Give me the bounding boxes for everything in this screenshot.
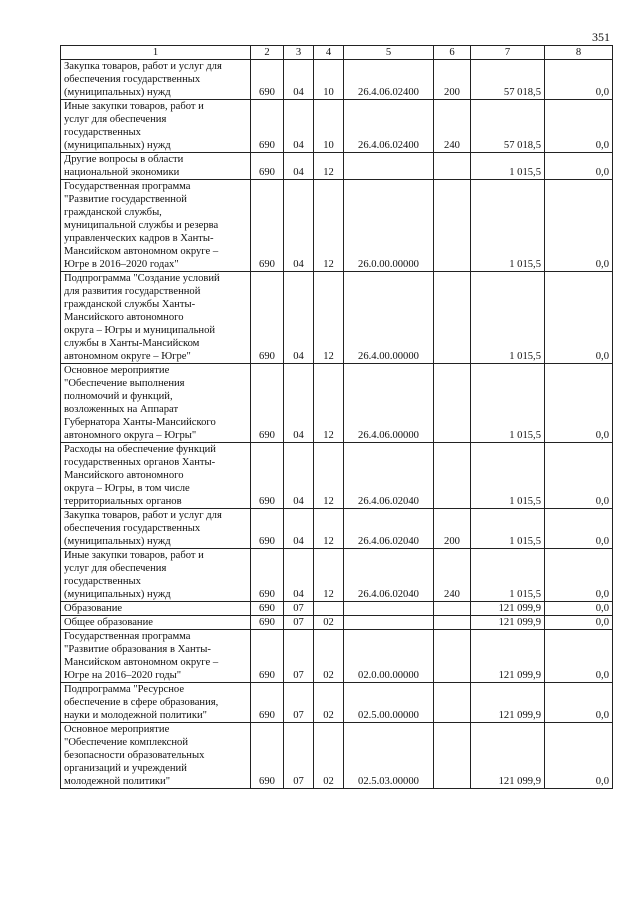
cell-col-3: 04 [284,60,314,100]
cell-col-6 [434,272,471,364]
row-name-cell [61,100,251,153]
table-row [61,723,613,789]
cell-col-8: 0,0 [545,602,613,616]
cell-col-3: 04 [284,180,314,272]
table-row [61,616,613,630]
cell-col-8: 0,0 [545,549,613,602]
cell-col-7: 1 015,5 [471,509,545,549]
cell-col-6: 240 [434,549,471,602]
cell-col-7: 121 099,9 [471,683,545,723]
cell-col-4: 12 [314,509,344,549]
header-col-6: 6 [434,46,471,60]
cell-col-5: 26.4.06.02040 [344,549,434,602]
cell-col-4: 12 [314,549,344,602]
row-name-cell [61,364,251,443]
table-row [61,100,613,153]
table-row [61,602,613,616]
cell-col-3: 04 [284,509,314,549]
cell-col-8: 0,0 [545,683,613,723]
cell-col-2: 690 [251,616,284,630]
row-name: Иные закупки товаров, работ и услуг для обеспечения государственных (муниципальных) нужд [64,550,204,600]
cell-col-5 [344,602,434,616]
header-col-8: 8 [545,46,613,60]
cell-col-3: 04 [284,100,314,153]
cell-col-3: 07 [284,723,314,789]
row-name-cell [61,443,251,509]
cell-col-2: 690 [251,153,284,180]
cell-col-5: 02.5.00.00000 [344,683,434,723]
table-row [61,153,613,180]
header-col-3: 3 [284,46,314,60]
cell-col-6 [434,602,471,616]
table-row [61,364,613,443]
cell-col-5: 26.4.06.02040 [344,509,434,549]
cell-col-2: 690 [251,630,284,683]
header-col-7: 7 [471,46,545,60]
cell-col-6: 240 [434,100,471,153]
cell-col-7: 121 099,9 [471,723,545,789]
cell-col-7: 121 099,9 [471,616,545,630]
table-row [61,272,613,364]
cell-col-7: 121 099,9 [471,602,545,616]
page-number: 351 [592,30,610,44]
cell-col-8: 0,0 [545,630,613,683]
cell-col-5: 26.0.00.00000 [344,180,434,272]
cell-col-8: 0,0 [545,616,613,630]
cell-col-8: 0,0 [545,272,613,364]
cell-col-4: 02 [314,683,344,723]
cell-col-3: 04 [284,443,314,509]
cell-col-2: 690 [251,60,284,100]
cell-col-3: 04 [284,153,314,180]
cell-col-6 [434,616,471,630]
table-row [61,683,613,723]
row-name-cell [61,549,251,602]
row-name: Подпрограмма "Ресурсное обеспечение в сфере образования, науки и молодежной политики" [64,684,219,721]
cell-col-2: 690 [251,443,284,509]
budget-table [60,45,613,789]
row-name-cell [61,683,251,723]
cell-col-8: 0,0 [545,60,613,100]
cell-col-2: 690 [251,683,284,723]
row-name-cell [61,630,251,683]
cell-col-4: 12 [314,153,344,180]
row-name-cell [61,616,251,630]
cell-col-6: 200 [434,509,471,549]
table-row [61,630,613,683]
cell-col-7: 1 015,5 [471,549,545,602]
cell-col-6 [434,443,471,509]
cell-col-2: 690 [251,509,284,549]
table-row [61,443,613,509]
cell-col-7: 1 015,5 [471,272,545,364]
cell-col-2: 690 [251,602,284,616]
cell-col-5: 26.4.06.02400 [344,100,434,153]
cell-col-8: 0,0 [545,723,613,789]
header-col-2: 2 [251,46,284,60]
cell-col-6 [434,364,471,443]
cell-col-3: 04 [284,272,314,364]
cell-col-2: 690 [251,100,284,153]
cell-col-3: 04 [284,549,314,602]
cell-col-6 [434,683,471,723]
cell-col-2: 690 [251,180,284,272]
cell-col-2: 690 [251,364,284,443]
row-name: Закупка товаров, работ и услуг для обеспечения государственных (муниципальных) нужд [64,61,222,98]
row-name: Основное мероприятие "Обеспечение комплексной безопасности образовательных организаций и учреждений молодежной политики" [64,724,205,787]
cell-col-8: 0,0 [545,100,613,153]
cell-col-3: 04 [284,364,314,443]
row-name: Другие вопросы в области национальной экономики [64,154,184,178]
cell-col-8: 0,0 [545,180,613,272]
row-name: Иные закупки товаров, работ и услуг для обеспечения государственных (муниципальных) нужд [64,101,204,151]
cell-col-4: 12 [314,180,344,272]
cell-col-6 [434,630,471,683]
table-row [61,60,613,100]
cell-col-4: 12 [314,443,344,509]
cell-col-4: 02 [314,630,344,683]
row-name-cell [61,602,251,616]
cell-col-4: 10 [314,60,344,100]
cell-col-7: 1 015,5 [471,153,545,180]
cell-col-4: 02 [314,723,344,789]
cell-col-6 [434,180,471,272]
cell-col-8: 0,0 [545,509,613,549]
cell-col-5: 26.4.06.02040 [344,443,434,509]
cell-col-5: 26.4.00.00000 [344,272,434,364]
cell-col-4 [314,602,344,616]
row-name-cell [61,60,251,100]
cell-col-5 [344,153,434,180]
row-name: Общее образование [64,617,153,628]
table-row [61,549,613,602]
cell-col-5: 26.4.06.02400 [344,60,434,100]
cell-col-4: 12 [314,364,344,443]
cell-col-7: 1 015,5 [471,443,545,509]
row-name: Закупка товаров, работ и услуг для обеспечения государственных (муниципальных) нужд [64,510,222,547]
header-row [61,46,613,60]
cell-col-5 [344,616,434,630]
header-col-5: 5 [344,46,434,60]
cell-col-7: 1 015,5 [471,364,545,443]
cell-col-8: 0,0 [545,364,613,443]
cell-col-4: 02 [314,616,344,630]
header-col-1: 1 [61,46,251,60]
cell-col-2: 690 [251,723,284,789]
cell-col-2: 690 [251,272,284,364]
row-name-cell [61,272,251,364]
cell-col-6 [434,723,471,789]
cell-col-7: 57 018,5 [471,100,545,153]
cell-col-7: 121 099,9 [471,630,545,683]
cell-col-4: 12 [314,272,344,364]
row-name: Государственная программа "Развитие государственной гражданской службы, муниципальной службы и резерва управленческих кадров в Ханты- Мансийском автономном округе – Югре в 2016–2020 годах" [64,181,219,270]
header-col-4: 4 [314,46,344,60]
cell-col-3: 07 [284,630,314,683]
cell-col-3: 07 [284,683,314,723]
table-row [61,180,613,272]
cell-col-8: 0,0 [545,153,613,180]
cell-col-2: 690 [251,549,284,602]
cell-col-6: 200 [434,60,471,100]
table-row [61,509,613,549]
row-name-cell [61,723,251,789]
row-name: Образование [64,603,123,614]
cell-col-5: 02.5.03.00000 [344,723,434,789]
cell-col-4: 10 [314,100,344,153]
row-name: Основное мероприятие "Обеспечение выполнения полномочий и функций, возложенных на Аппарат Губернатора Ханты-Мансийского автономного округа – Югры" [64,365,216,441]
cell-col-5: 26.4.06.00000 [344,364,434,443]
row-name-cell [61,509,251,549]
row-name: Расходы на обеспечение функций государственных органов Ханты- Мансийского автономного округа – Югры, в том числе территориальных органов [64,444,216,507]
row-name: Подпрограмма "Создание условий для развития государственной гражданской службы Ханты- Мансийского автономного округа – Югры и муниципальной службы в Ханты-Мансийском автономном округе – Югре" [64,273,220,362]
cell-col-7: 57 018,5 [471,60,545,100]
row-name: Государственная программа "Развитие образования в Ханты- Мансийском автономном округе – Югре на 2016–2020 годы" [64,631,219,681]
cell-col-6 [434,153,471,180]
row-name-cell [61,180,251,272]
cell-col-8: 0,0 [545,443,613,509]
cell-col-3: 07 [284,616,314,630]
cell-col-7: 1 015,5 [471,180,545,272]
cell-col-3: 07 [284,602,314,616]
cell-col-5: 02.0.00.00000 [344,630,434,683]
row-name-cell [61,153,251,180]
